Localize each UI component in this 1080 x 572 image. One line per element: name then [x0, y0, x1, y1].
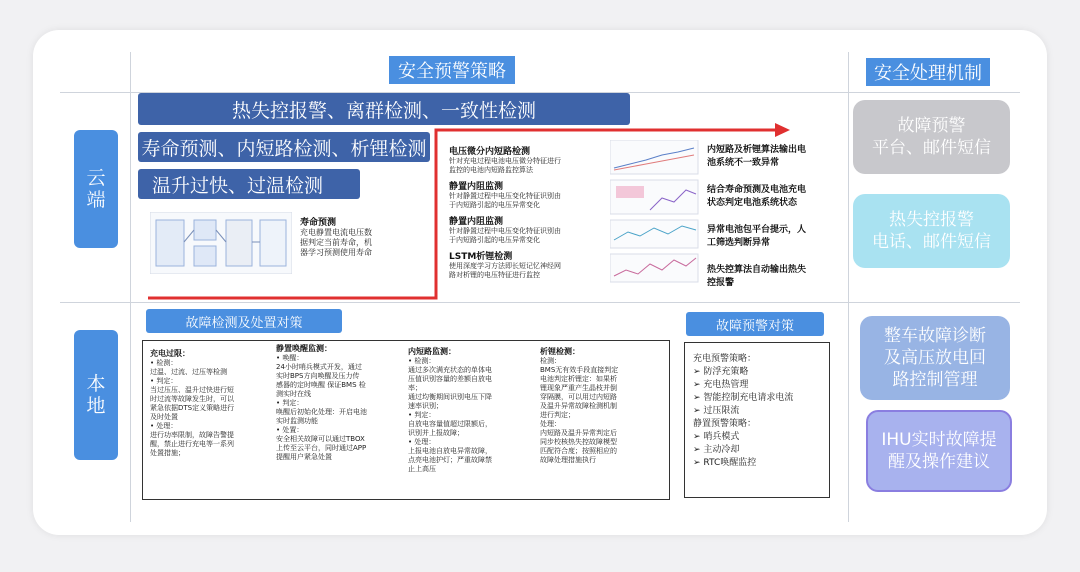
mechanism-line: 电话、邮件短信	[872, 232, 991, 252]
fault-column-line: • 判定：	[276, 399, 304, 407]
fault-column-line: 感器的定时唤醒 保证BMS 检	[276, 381, 366, 389]
fault-column-line: BMS无有效手段直接判定	[540, 366, 619, 374]
fault-column-line: • 检测：	[150, 359, 178, 367]
cloud-label-char: 云	[86, 167, 106, 189]
fault-column-line: 提醒用户紧急处置	[276, 453, 332, 461]
local-row-label	[74, 330, 118, 460]
fault-column-line: 自放电容量值超过限额后，	[408, 420, 492, 428]
warning-section-title: 充电预警策略：	[693, 354, 757, 364]
warning-item-label: 智能控制充电请求电流	[703, 393, 794, 403]
warning-item-label: 哨兵模式	[703, 432, 740, 442]
fault-column-line: 安全相关故障可以通过TBOX	[276, 435, 365, 443]
mechanism-line: IHU实时故障提	[881, 430, 997, 450]
mechanism-line: 醒及操作建议	[888, 452, 990, 472]
warning-item: ➢ 充电热管理	[693, 380, 749, 390]
fault-column-title: 内短路监测：	[408, 347, 456, 356]
life-prediction-text	[300, 215, 410, 258]
fault-column-line: 当过压压、温升过快进行短	[150, 386, 234, 394]
fault-column-line: 内短路及温升异常判定后	[540, 429, 617, 437]
warning-item: ➢ 哨兵模式	[693, 432, 740, 442]
life-prediction-title: 寿命预测	[300, 218, 337, 228]
result-line: 结合寿命预测及电池充电	[707, 185, 807, 195]
algorithm-title: 电压微分内短路检测	[449, 147, 531, 157]
result-line: 工筛选判断异常	[707, 238, 771, 248]
fault-column-line: • 判定：	[150, 377, 178, 385]
fault-column-line: 检测：	[540, 357, 561, 365]
fault-column-line: 唤醒后初始化处理：开启电池	[276, 408, 367, 416]
algorithm-desc: 于内短路引起的电压异常变化	[449, 236, 540, 244]
fault-column-line: 24小时哨兵模式开发，通过	[276, 363, 362, 371]
warning-item: ➢ 主动冷却	[693, 445, 740, 455]
warning-item: ➢ RTC唤醒监控	[693, 458, 757, 468]
algorithm-title: 静置内阻监测	[449, 182, 504, 192]
warning-item-label: RTC唤醒监控	[703, 458, 757, 468]
mechanism-header: 安全处理机制	[866, 58, 990, 86]
mechanism-line: 平台、邮件短信	[872, 138, 991, 158]
fault-column-line: 处理：	[540, 420, 561, 428]
fault-column-line: 实时监测功能	[276, 417, 318, 425]
grid-line	[848, 52, 849, 522]
algorithm-item	[449, 249, 609, 280]
warning-box	[684, 342, 830, 498]
fault-column-line: 穿隔膜，可以用过内短路	[540, 393, 617, 401]
fault-column-line: 通过均衡期间识别电压下降	[408, 393, 492, 401]
fault-column-line: 过温、过流、过压等检测	[150, 368, 227, 376]
warning-section-title: 静置预警策略：	[693, 419, 757, 429]
mechanism-line: 路控制管理	[892, 370, 978, 390]
local-label-char: 地	[86, 395, 106, 417]
fault-column-line: 醒，禁止进行充电等一系列	[150, 440, 234, 448]
fault-column-line: 止上高压	[408, 465, 436, 473]
cloud-band-thermal: 热失控报警、离群检测、一致性检测	[138, 93, 630, 125]
result-item	[707, 222, 837, 248]
warning-item: ➢ 智能控制充电请求电流	[693, 393, 794, 403]
fault-column-line: 时过流等故障发生时，可以	[150, 395, 234, 403]
fault-column-line: 处置措施；	[150, 449, 185, 457]
algorithm-desc: 监控的电池内短路监控算法	[449, 166, 533, 174]
result-item	[707, 182, 837, 208]
fault-column-line: 匹配符合度；按照相应的	[540, 447, 617, 455]
fault-column-line: • 检测：	[408, 357, 436, 365]
fault-column-line: 电池判定析锂定：如果析	[540, 375, 617, 383]
algorithm-item	[449, 214, 609, 245]
result-item	[707, 262, 837, 288]
mechanism-line: 热失控报警	[889, 210, 974, 230]
mechanism-box-fault-warning	[853, 100, 1010, 174]
fault-column-line: 识别并上报故障；	[408, 429, 464, 437]
result-line: 热失控算法自动输出热失	[707, 265, 807, 275]
result-list	[707, 142, 837, 288]
result-line: 池系统不一致异常	[707, 158, 780, 168]
life-prediction-line: 据判定当前寿命，机	[300, 238, 372, 247]
fault-column-line: 上报电池自放电异常故障，	[408, 447, 492, 455]
fault-column	[150, 348, 268, 458]
fault-column-line: 故障处理措施执行	[540, 456, 596, 464]
fault-column	[408, 346, 530, 474]
algorithm-list	[449, 144, 609, 280]
fault-column-line: 速率识别；	[408, 402, 443, 410]
local-label-char: 本	[86, 373, 106, 395]
algorithm-desc: 于内短路引起的电压异常变化	[449, 201, 540, 209]
mechanism-line: 整车故障诊断	[884, 326, 986, 346]
algorithm-thumbnails	[610, 140, 700, 285]
result-line: 控报警	[707, 278, 735, 288]
algorithm-desc: 针对静置过程中电压变化特征识别由	[449, 192, 561, 200]
fault-column	[540, 346, 666, 465]
fault-column-line: • 唤醒：	[276, 354, 304, 362]
fault-column-line: 进行判定；	[540, 411, 575, 419]
fault-column-line: 率；	[408, 384, 422, 392]
cloud-band-life: 寿命预测、内短路检测、析锂检测	[138, 132, 430, 162]
fault-column-line: 锂现象严重产生晶枝并倒	[540, 384, 617, 392]
fault-column-title: 静置唤醒监测：	[276, 344, 332, 353]
result-line: 状态判定电池系统状态	[707, 198, 798, 208]
warning-title: 故障预警对策	[686, 312, 824, 336]
mechanism-box-vehicle-diagnosis	[860, 316, 1010, 400]
warning-item: ➢ 防浮充策略	[693, 367, 749, 377]
fault-column-line: 实时BPS方向唤醒及压力传	[276, 372, 360, 380]
mechanism-box-thermal-alarm	[853, 194, 1010, 268]
fault-column-line: • 判定：	[408, 411, 436, 419]
algorithm-desc: 针对充电过程电池电压微分特征进行	[449, 157, 561, 165]
fault-column-line: 测实时在线	[276, 390, 311, 398]
mechanism-box-ihu	[866, 410, 1012, 492]
algorithm-desc: 路对析锂的电压特征进行监控	[449, 271, 540, 279]
fault-column-line: • 处理：	[408, 438, 436, 446]
warning-item-label: 过压限流	[703, 406, 740, 416]
life-prediction-thumbnail	[150, 212, 292, 274]
algorithm-item	[449, 179, 609, 210]
algorithm-desc: 针对静置过程中电压变化特征识别由	[449, 227, 561, 235]
fault-column-line: 压值识别容量的差额自放电	[408, 375, 492, 383]
fault-column-line: 点亮电池护灯；严重故障禁	[408, 456, 492, 464]
fault-column-line: 上传至云平台，同时通过APP	[276, 444, 367, 452]
cloud-row-label	[74, 130, 118, 248]
algorithm-item	[449, 144, 609, 175]
fault-column-line: 通过多次满充状态的单体电	[408, 366, 492, 374]
fault-column-line: 紧急依据DTS定义策略进行	[150, 404, 235, 412]
mechanism-line: 故障预警	[897, 116, 966, 136]
fault-column-line: 及时处置	[150, 413, 178, 421]
fault-column-line: 及温升异常故障检测机制	[540, 402, 617, 410]
life-prediction-line: 器学习预测使用寿命	[300, 248, 372, 257]
algorithm-title: LSTM析锂检测	[449, 252, 513, 262]
grid-line	[130, 52, 131, 522]
warning-item: ➢ 过压限流	[693, 406, 740, 416]
cloud-band-temp: 温升过快、过温检测	[138, 169, 360, 199]
fault-column-title: 析锂检测：	[540, 347, 580, 356]
fault-column-line: 同步校核热失控故障模型	[540, 438, 617, 446]
cloud-label-char: 端	[86, 189, 106, 211]
result-item	[707, 142, 837, 168]
fault-title: 故障检测及处置对策	[146, 309, 342, 333]
life-prediction-line: 充电静置电流电压数	[300, 228, 372, 237]
fault-column	[276, 343, 400, 462]
fault-column-line: • 处置：	[276, 426, 304, 434]
algorithm-desc: 使用深度学习方法即长短记忆神经网	[449, 262, 561, 270]
warning-item-label: 充电热管理	[703, 380, 749, 390]
strategy-header: 安全预警策略	[389, 56, 515, 84]
fault-column-line: • 处理：	[150, 422, 178, 430]
warning-item-label: 防浮充策略	[703, 367, 749, 377]
mechanism-line: 及高压放电回	[884, 348, 986, 368]
result-line: 异常电池包平台提示，人	[707, 225, 807, 235]
fault-column-title: 充电过限：	[150, 349, 190, 358]
algorithm-title: 静置内阻监测	[449, 217, 504, 227]
result-line: 内短路及析锂算法输出电	[707, 145, 807, 155]
warning-item-label: 主动冷却	[703, 445, 740, 455]
fault-column-line: 进行功率限制，故障告警提	[150, 431, 234, 439]
